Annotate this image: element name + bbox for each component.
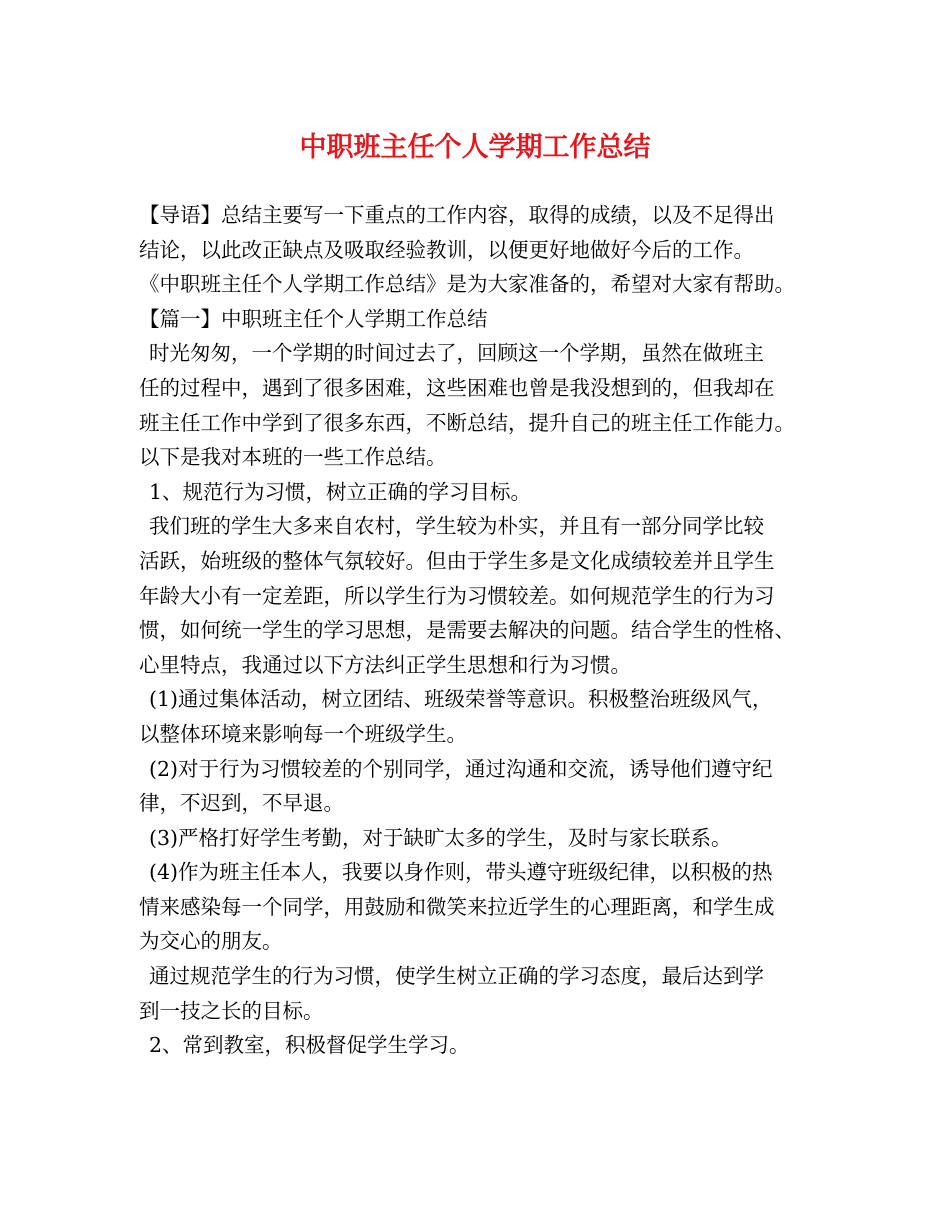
text-line: 惯，如何统一学生的学习思想，是需要去解决的问题。结合学生的性格、 [139,618,795,643]
document-title: 中职班主任个人学期工作总结 [299,132,651,163]
text-line: 任的过程中，遇到了很多困难，这些困难也曾是我没想到的，但我却在 [139,375,775,400]
text-line: 班主任工作中学到了很多东西，不断总结，提升自己的班主任工作能力。 [139,410,795,435]
text-line: 结论，以此改正缺点及吸取经验教训，以便更好地做好今后的工作。 [139,237,754,262]
list-item: (2)对于行为习惯较差的个别同学，通过沟通和交流，诱导他们遵守纪 [149,756,773,781]
text-line: 通过规范学生的行为习惯，使学生树立正确的学习态度，最后达到学 [149,964,764,989]
text-line: 时光匆匆，一个学期的时间过去了，回顾这一个学期，虽然在做班主 [149,341,764,366]
text-line: 《中职班主任个人学期工作总结》是为大家准备的，希望对大家有帮助。 [139,272,795,297]
text-line: 到一技之长的目标。 [139,998,324,1023]
text-line: 我们班的学生大多来自农村，学生较为朴实，并且有一部分同学比较 [149,514,764,539]
text-line: 心里特点，我通过以下方法纠正学生思想和行为习惯。 [139,652,631,677]
text-line: 为交心的朋友。 [139,929,283,954]
section-heading: 【篇一】中职班主任个人学期工作总结 [139,306,488,331]
text-line: 律，不迟到，不早退。 [139,791,344,816]
document-body [139,198,829,1063]
text-line: 年龄大小有一定差距，所以学生行为习惯较差。如何规范学生的行为习 [139,583,775,608]
list-item: (3)严格打好学生考勤，对于缺旷太多的学生，及时与家长联系。 [149,825,732,850]
text-line: 以下是我对本班的一些工作总结。 [139,445,447,470]
text-line: 【导语】总结主要写一下重点的工作内容，取得的成绩，以及不足得出 [139,203,775,227]
text-line: 以整体环境来影响每一个班级学生。 [139,721,467,746]
numbered-heading: 1、规范行为习惯，树立正确的学习目标。 [149,479,532,504]
list-item: (1)通过集体活动，树立团结、班级荣誉等意识。积极整治班级风气， [149,687,773,712]
list-item: (4)作为班主任本人，我要以身作则，带头遵守班级纪律，以积极的热 [149,860,773,885]
text-line: 活跃，始班级的整体气氛较好。但由于学生多是文化成绩较差并且学生 [139,548,775,573]
numbered-heading: 2、常到教室，积极督促学生学习。 [149,1033,470,1058]
text-line: 情来感染每一个同学，用鼓励和微笑来拉近学生的心理距离，和学生成 [139,894,775,919]
